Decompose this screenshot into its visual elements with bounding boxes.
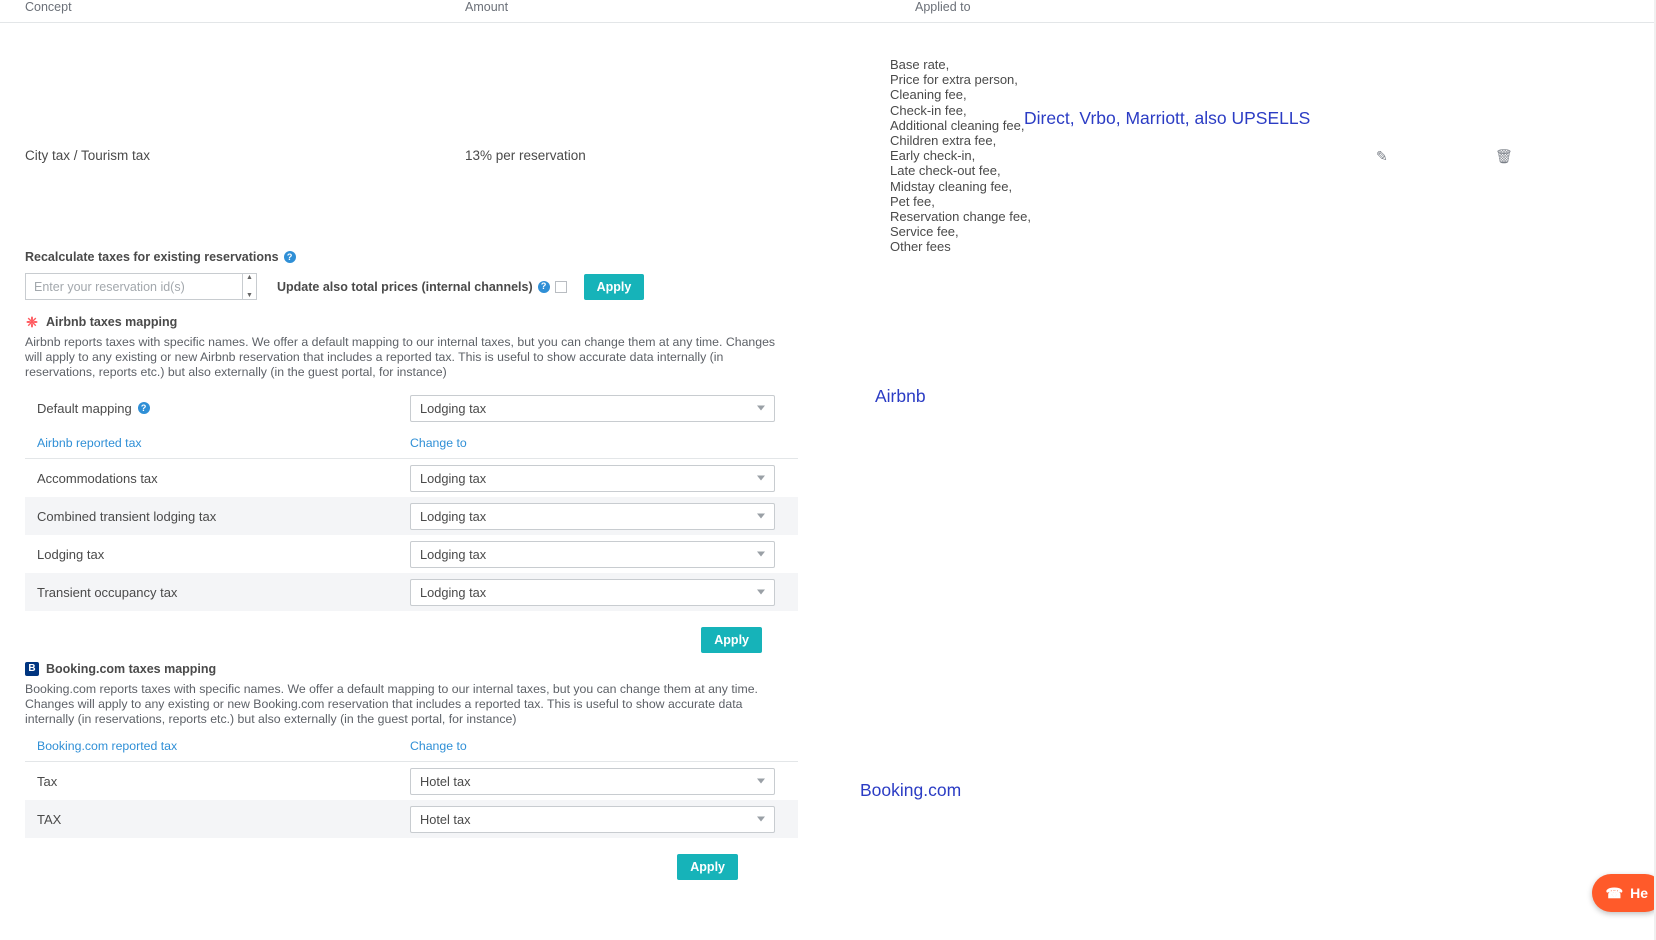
annotation-booking: Booking.com <box>860 780 962 800</box>
booking-section-description: Booking.com reports taxes with specific names. We offer a default mapping to our internal taxes, but you can change them at any time. Changes will apply to any existing or new Booking.com reservation that includes a reported tax. This is useful to show accurate data internally (in reservations, reports etc.) but also externally (in the guest portal, for instance) <box>25 682 758 726</box>
table-row <box>25 573 798 611</box>
applied-item: Other fees <box>890 239 951 255</box>
booking-tax-mapping-select[interactable] <box>410 806 775 833</box>
applied-item: Cleaning fee, <box>890 87 967 103</box>
booking-apply-row <box>25 854 798 880</box>
chevron-down-icon <box>757 552 765 557</box>
row-concept: City tax / Tourism tax <box>25 148 151 163</box>
recalculate-controls <box>25 273 815 300</box>
booking-tax-name: TAX <box>37 811 62 827</box>
booking-subheader <box>25 739 798 762</box>
stepper-up-icon[interactable]: ▲ <box>246 274 253 281</box>
booking-tax-mapping-select[interactable] <box>410 768 775 795</box>
chevron-down-icon <box>757 817 765 822</box>
airbnb-col-change-to: Change to <box>410 436 467 451</box>
airbnb-tax-name: Lodging tax <box>37 546 105 562</box>
applied-item: Pet fee, <box>890 193 935 209</box>
trash-icon[interactable]: 🗑 <box>1495 148 1513 164</box>
airbnb-tax-mapping-select[interactable] <box>410 541 775 568</box>
annotation-airbnb: Airbnb <box>875 386 926 406</box>
booking-logo-icon: B <box>25 662 39 676</box>
booking-section-title: Booking.com taxes mapping <box>46 662 217 676</box>
applied-item: Midstay cleaning fee, <box>890 178 1013 194</box>
booking-col-change-to: Change to <box>410 739 467 754</box>
select-value: Lodging tax <box>420 546 487 562</box>
airbnb-section-title: Airbnb taxes mapping <box>46 315 178 329</box>
chevron-down-icon <box>757 590 765 595</box>
booking-section-title-row <box>25 662 798 676</box>
airbnb-default-mapping-label: Default mapping <box>37 400 132 416</box>
applied-item: Early check-in, <box>890 148 976 164</box>
airbnb-logo-icon: ❈ <box>26 314 38 330</box>
phone-icon: ☎ <box>1605 884 1624 901</box>
airbnb-default-mapping-row <box>25 393 798 423</box>
airbnb-mapping-section <box>25 315 798 653</box>
booking-col-reported: Booking.com reported tax <box>37 739 178 754</box>
applied-item: Reservation change fee, <box>890 209 1031 225</box>
help-icon[interactable]: ? <box>284 251 296 263</box>
recalculate-apply-button[interactable]: Apply <box>584 274 645 300</box>
header-applied-to: Applied to <box>915 0 971 14</box>
select-value: Lodging tax <box>420 470 487 486</box>
recalculate-block <box>25 250 815 300</box>
airbnb-default-mapping-select[interactable] <box>410 395 775 422</box>
help-icon[interactable]: ? <box>538 281 550 293</box>
header-amount: Amount <box>465 0 509 14</box>
chevron-down-icon <box>757 406 765 411</box>
chevron-down-icon <box>757 779 765 784</box>
airbnb-section-description: Airbnb reports taxes with specific names. We offer a default mapping to our internal taxes, but you can change them at any time. Changes will apply to any existing or new Airbnb reservation that includes a reported tax. This is useful to show accurate data internally (in reservations, reports etc.) but also externally (in the guest portal, for instance) <box>25 335 776 379</box>
update-total-prices-row <box>277 280 567 294</box>
recalculate-label-row <box>25 250 815 264</box>
booking-mapping-section <box>25 662 798 880</box>
header-concept: Concept <box>25 0 72 14</box>
stepper-down-icon[interactable]: ▼ <box>246 292 253 299</box>
select-value: Hotel tax <box>420 773 471 789</box>
update-total-prices-checkbox[interactable] <box>555 281 567 293</box>
airbnb-section-title-row <box>25 315 798 329</box>
reservation-ids-stepper[interactable] <box>243 273 257 300</box>
table-row <box>25 459 798 497</box>
taxes-table <box>0 0 1656 253</box>
airbnb-apply-row <box>25 627 798 653</box>
row-applied-to-list <box>890 57 1031 255</box>
edit-icon[interactable]: ✎ <box>1376 148 1388 164</box>
applied-item: Children extra fee, <box>890 133 997 149</box>
annotation-direct: Direct, Vrbo, Marriott, also UPSELLS <box>1024 108 1311 128</box>
update-total-prices-label: Update also total prices (internal channels) <box>277 279 533 294</box>
airbnb-col-reported: Airbnb reported tax <box>37 436 142 451</box>
reservation-ids-input[interactable] <box>25 273 243 300</box>
row-amount: 13% per reservation <box>465 148 586 163</box>
airbnb-tax-mapping-select[interactable] <box>410 465 775 492</box>
chevron-down-icon <box>757 476 765 481</box>
airbnb-tax-name: Transient occupancy tax <box>37 584 178 600</box>
table-row <box>25 497 798 535</box>
booking-tax-name: Tax <box>37 773 58 789</box>
applied-item: Check-in fee, <box>890 102 967 118</box>
chevron-down-icon <box>757 514 765 519</box>
booking-apply-button[interactable]: Apply <box>677 854 738 880</box>
airbnb-tax-name: Combined transient lodging tax <box>37 508 217 524</box>
recalculate-label: Recalculate taxes for existing reservations <box>25 250 279 264</box>
applied-item: Base rate, <box>890 57 950 72</box>
table-row <box>25 762 798 800</box>
taxes-table-header <box>0 0 1656 23</box>
select-value: Lodging tax <box>420 584 487 600</box>
airbnb-tax-mapping-select[interactable] <box>410 503 775 530</box>
airbnb-default-mapping-label-wrap <box>25 401 410 416</box>
help-widget-label: He <box>1630 885 1648 901</box>
airbnb-tax-mapping-select[interactable] <box>410 579 775 606</box>
help-icon[interactable]: ? <box>138 402 150 414</box>
help-widget-button[interactable] <box>1592 874 1656 912</box>
select-value: Lodging tax <box>420 508 487 524</box>
applied-item: Price for extra person, <box>890 72 1018 88</box>
applied-item: Service fee, <box>890 224 959 240</box>
airbnb-tax-name: Accommodations tax <box>37 470 158 486</box>
airbnb-subheader <box>25 436 798 459</box>
select-value: Hotel tax <box>420 811 471 827</box>
airbnb-apply-button[interactable]: Apply <box>701 627 762 653</box>
applied-item: Late check-out fee, <box>890 163 1001 179</box>
applied-item: Additional cleaning fee, <box>890 117 1025 133</box>
select-value: Lodging tax <box>420 400 487 416</box>
table-row <box>25 800 798 838</box>
table-row <box>25 535 798 573</box>
table-row <box>0 23 1656 253</box>
